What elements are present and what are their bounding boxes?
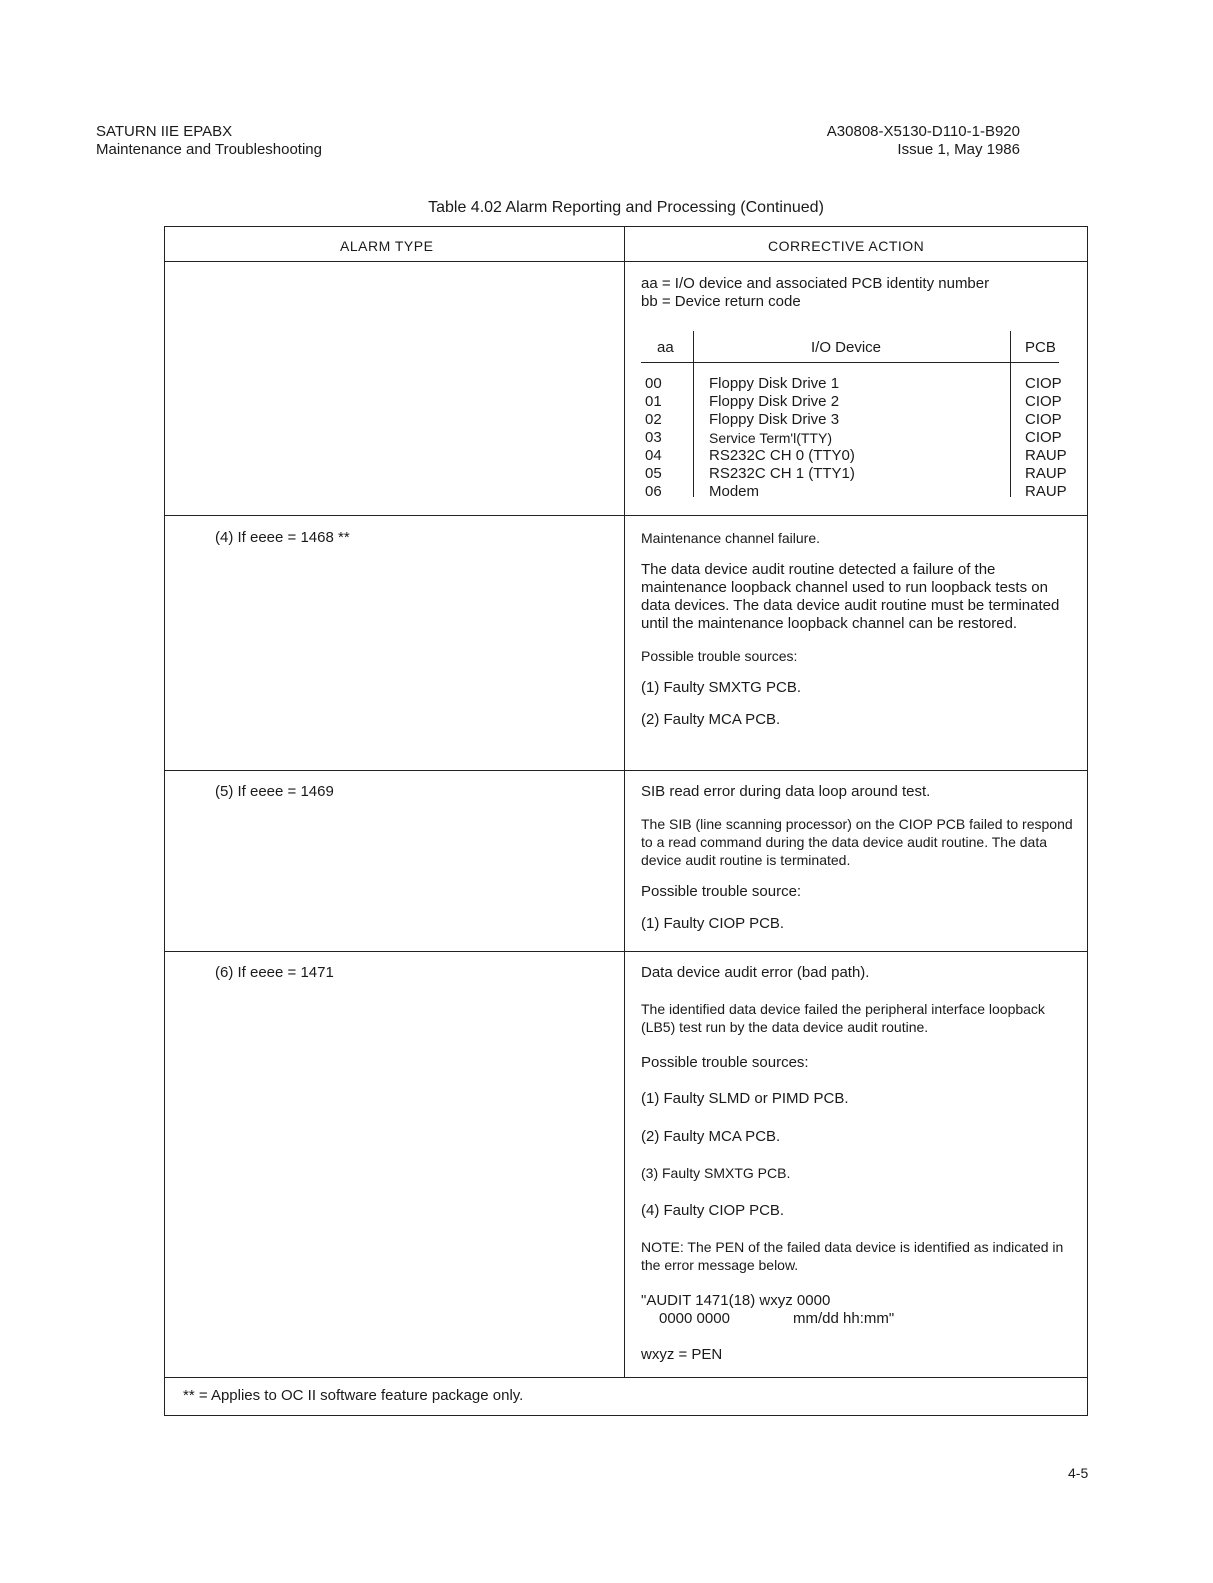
running-header-left <box>96 123 322 159</box>
row3-sources-label: Possible trouble source: <box>641 883 802 900</box>
document-subtitle: Maintenance and Troubleshooting <box>96 141 322 158</box>
column-header-corrective-action: CORRECTIVE ACTION <box>768 238 925 254</box>
pen-definition: wxyz = PEN <box>641 1346 723 1363</box>
column-divider <box>624 227 625 1377</box>
io-row: 00 Floppy Disk Drive 1 CIOP <box>645 375 1062 392</box>
row4-body: The identified data device failed the peripheral interface loopback (LB5) test run by the data device audit routine. <box>641 1001 1045 1035</box>
row3-body: The SIB (line scanning processor) on the CIOP PCB failed to respond to a read command during the data device audit routine. The data device audit routine is terminated. <box>641 816 1073 868</box>
row3-action <box>641 783 1081 947</box>
alarm-type-1469: (5) If eeee = 1469 <box>215 783 334 800</box>
io-row: 01 Floppy Disk Drive 2 CIOP <box>645 393 1062 410</box>
alarm-type-1471: (6) If eeee = 1471 <box>215 964 334 981</box>
error-message-line2: 0000 0000 mm/dd hh:mm" <box>659 1310 895 1327</box>
io-header-pcb: PCB <box>1025 339 1056 356</box>
row4-source-4: (4) Faulty CIOP PCB. <box>641 1202 785 1219</box>
alarm-table <box>164 226 1088 1416</box>
row4-source-3: (3) Faulty SMXTG PCB. <box>641 1165 791 1181</box>
row2-action <box>641 529 1081 743</box>
io-row: 05 RS232C CH 1 (TTY1) RAUP <box>645 465 1067 482</box>
header-rule <box>165 261 1087 262</box>
row4-action <box>641 964 1081 1364</box>
row2-title: Maintenance channel failure. <box>641 530 821 546</box>
page-number: 4-5 <box>1068 1465 1089 1481</box>
row-divider-4 <box>165 1377 1087 1378</box>
row4-title: Data device audit error (bad path). <box>641 964 870 981</box>
running-header-right <box>818 123 1020 159</box>
io-row: 06 Modem RAUP <box>645 483 1067 500</box>
io-header-aa: aa <box>657 339 674 356</box>
io-row: 04 RS232C CH 0 (TTY0) RAUP <box>645 447 1067 464</box>
issue-date: Issue 1, May 1986 <box>897 141 1020 158</box>
row-divider-2 <box>165 770 1087 771</box>
row2-body: The data device audit routine detected a failure of the maintenance loopback channel used to run loopback tests on data devices. The data device audit routine must be terminated until the maintenance loopback channel can be restored. <box>641 561 1060 632</box>
alarm-type-1468: (4) If eeee = 1468 ** <box>215 529 350 546</box>
aa-definition: aa = I/O device and associated PCB identity number <box>641 275 990 292</box>
row2-sources-label: Possible trouble sources: <box>641 648 798 664</box>
row2-source-1: (1) Faulty SMXTG PCB. <box>641 679 802 696</box>
row3-source-1: (1) Faulty CIOP PCB. <box>641 915 785 932</box>
column-header-alarm-type: ALARM TYPE <box>340 238 434 254</box>
row4-source-2: (2) Faulty MCA PCB. <box>641 1128 781 1145</box>
row4-note: NOTE: The PEN of the failed data device is identified as indicated in the error message below. <box>641 1239 1064 1273</box>
row3-title: SIB read error during data loop around test. <box>641 783 931 800</box>
io-header-rule <box>641 362 1059 363</box>
io-header-device: I/O Device <box>811 339 882 356</box>
error-message-line1: "AUDIT 1471(18) wxyz 0000 <box>641 1292 831 1309</box>
bb-definition: bb = Device return code <box>641 293 801 310</box>
io-row: 03 Service Term'l(TTY) CIOP <box>645 429 1062 446</box>
document-title: SATURN IIE EPABX <box>96 123 233 140</box>
row4-source-1: (1) Faulty SLMD or PIMD PCB. <box>641 1090 849 1107</box>
table-caption: Table 4.02 Alarm Reporting and Processing (Continued) <box>428 199 824 216</box>
row1-action <box>641 275 1081 311</box>
row-divider-3 <box>165 951 1087 952</box>
document-number: A30808-X5130-D110-1-B920 <box>826 123 1020 140</box>
row2-source-2: (2) Faulty MCA PCB. <box>641 711 781 728</box>
io-row: 02 Floppy Disk Drive 3 CIOP <box>645 411 1062 428</box>
table-footnote: ** = Applies to OC II software feature package only. <box>183 1387 524 1404</box>
row4-sources-label: Possible trouble sources: <box>641 1054 809 1071</box>
row-divider-1 <box>165 515 1087 516</box>
